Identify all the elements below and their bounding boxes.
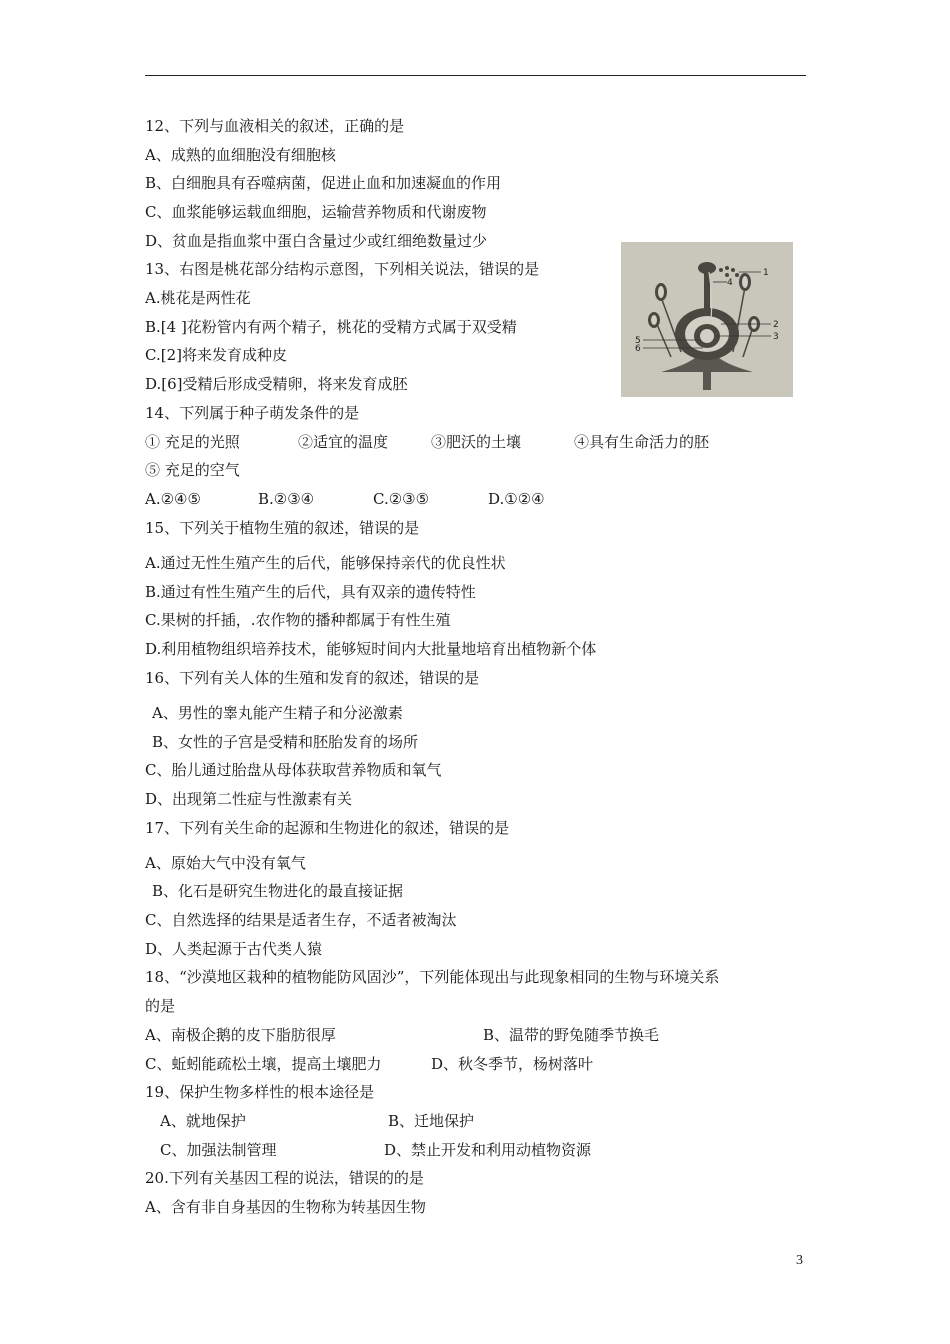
question-14-option-d: D.①②④ (488, 490, 545, 508)
question-12-option-b: B、白细胞具有吞噬病菌，促进止血和加速凝血的作用 (145, 174, 502, 192)
question-16: 16、下列有关人体的生殖和发育的叙述，错误的是 (145, 669, 480, 687)
question-14: 14、下列属于种子萌发条件的是 (145, 404, 360, 422)
figure-label-3: 3 (773, 332, 779, 342)
question-14-item-3: ③肥沃的土壤 (431, 433, 522, 451)
question-19-option-b: B、迁地保护 (388, 1112, 475, 1130)
question-13-option-b: B.[4 ]花粉管内有两个精子，桃花的受精方式属于双受精 (145, 318, 517, 336)
question-18-option-a: A、南极企鹅的皮下脂肪很厚 (145, 1026, 336, 1044)
question-14-option-c: C.②③⑤ (373, 490, 430, 508)
question-13-option-a: A.桃花是两性花 (145, 289, 251, 307)
question-12-option-d: D、贫血是指血浆中蛋白含量过少或红细绝数量过少 (145, 232, 488, 250)
question-14-option-a: A.②④⑤ (145, 490, 201, 508)
question-18-option-d: D、秋冬季节，杨树落叶 (431, 1055, 594, 1073)
question-19-option-d: D、禁止开发和利用动植物资源 (384, 1141, 592, 1159)
question-14-item-2: ②适宜的温度 (298, 433, 389, 451)
question-15-option-a: A.通过无性生殖产生的后代，能够保持亲代的优良性状 (145, 554, 506, 572)
question-13: 13、右图是桃花部分结构示意图，下列相关说法，错误的是 (145, 260, 540, 278)
question-14-item-5: ⑤ 充足的空气 (145, 461, 240, 479)
question-17-option-b: B、化石是研究生物进化的最直接证据 (152, 882, 404, 900)
question-15: 15、下列关于植物生殖的叙述，错误的是 (145, 519, 420, 537)
question-19-option-c: C、加强法制管理 (160, 1141, 277, 1159)
header-rule (145, 75, 806, 76)
question-14-option-b: B.②③④ (258, 490, 315, 508)
question-13-option-c: C.[2]将来发育成种皮 (145, 346, 287, 364)
question-19: 19、保护生物多样性的根本途径是 (145, 1083, 375, 1101)
question-16-option-b: B、女性的子宫是受精和胚胎发育的场所 (152, 733, 419, 751)
question-14-item-4: ④具有生命活力的胚 (574, 433, 710, 451)
question-18: 18、“沙漠地区栽种的植物能防风固沙”，下列能体现出与此现象相同的生物与环境关系 (145, 968, 720, 986)
question-12: 12、下列与血液相关的叙述，正确的是 (145, 117, 405, 135)
figure-label-2: 2 (773, 320, 779, 330)
question-12-option-a: A、成熟的血细胞没有细胞核 (145, 146, 336, 164)
question-20: 20.下列有关基因工程的说法，错误的的是 (145, 1169, 424, 1187)
question-17: 17、下列有关生命的起源和生物进化的叙述，错误的是 (145, 819, 510, 837)
figure-label-4: 4 (727, 278, 733, 288)
peach-flower-diagram (621, 242, 793, 397)
figure-label-6: 6 (635, 344, 641, 354)
question-15-option-b: B.通过有性生殖产生的后代，具有双亲的遗传特性 (145, 583, 476, 601)
question-17-option-d: D、人类起源于古代类人猿 (145, 940, 323, 958)
question-13-option-d: D.[6]受精后形成受精卵，将来发育成胚 (145, 375, 408, 393)
page-number: 3 (796, 1253, 803, 1268)
question-15-option-c: C.果树的扦插，.农作物的播种都属于有性生殖 (145, 611, 451, 629)
question-15-option-d: D.利用植物组织培养技术，能够短时间内大批量地培育出植物新个体 (145, 640, 597, 658)
question-16-option-a: A、男性的睾丸能产生精子和分泌激素 (152, 704, 403, 722)
question-17-option-c: C、自然选择的结果是适者生存，不适者被淘汰 (145, 911, 457, 929)
question-17-option-a: A、原始大气中没有氧气 (145, 854, 306, 872)
question-16-option-c: C、胎儿通过胎盘从母体获取营养物质和氧气 (145, 761, 442, 779)
question-14-item-1: ① 充足的光照 (145, 433, 240, 451)
question-18-continued: 的是 (145, 997, 176, 1015)
question-12-option-c: C、血浆能够运载血细胞，运输营养物质和代谢废物 (145, 203, 487, 221)
figure-label-5: 5 (635, 336, 641, 346)
question-18-option-b: B、温带的野兔随季节换毛 (483, 1026, 660, 1044)
question-19-option-a: A、就地保护 (160, 1112, 246, 1130)
figure-label-1: 1 (763, 268, 769, 278)
question-16-option-d: D、出现第二性症与性激素有关 (145, 790, 353, 808)
question-20-option-a: A、含有非自身基因的生物称为转基因生物 (145, 1198, 426, 1216)
question-18-option-c: C、蚯蚓能疏松土壤，提高土壤肥力 (145, 1055, 382, 1073)
